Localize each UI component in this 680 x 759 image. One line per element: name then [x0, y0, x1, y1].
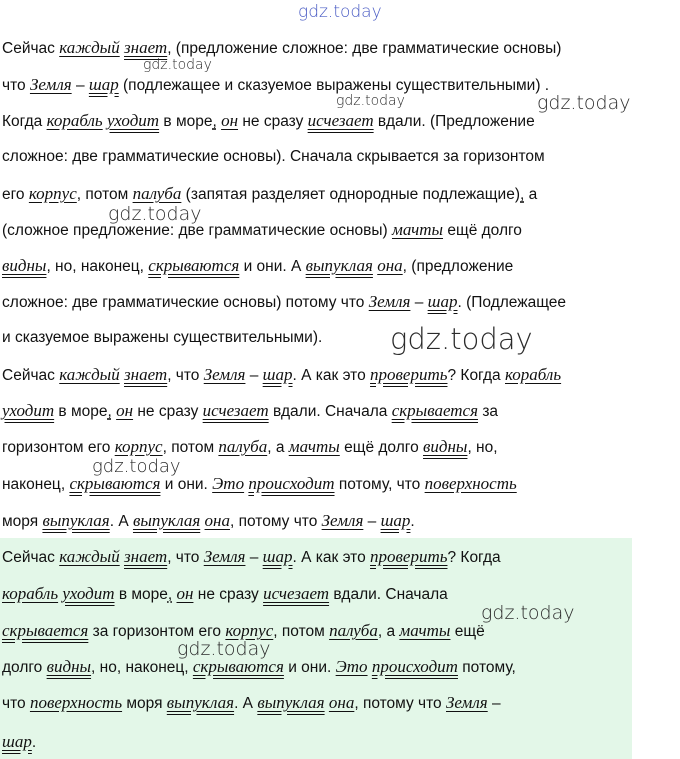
text-segment: и они. А	[239, 258, 306, 275]
subject-word: она	[377, 256, 403, 275]
text-segment: не сразу	[193, 586, 264, 603]
subject-word: мачты	[288, 437, 340, 456]
subject-word: Земля	[203, 547, 246, 566]
predicate-word: происходит	[248, 474, 335, 493]
predicate-word: скрываются	[148, 256, 240, 275]
text-segment: Когда	[2, 113, 47, 130]
text-segment: (запятая разделяет однородные подлежащие)	[181, 186, 520, 203]
subject-word: Это	[212, 474, 245, 493]
text-segment: .	[31, 734, 37, 751]
predicate-word: шар	[262, 365, 293, 384]
comma-mark: ,	[107, 403, 112, 420]
text-segment: его	[2, 186, 29, 203]
predicate-word: проверить	[370, 365, 448, 384]
subject-word: мачты	[399, 621, 451, 640]
text-line	[2, 510, 415, 533]
predicate-word: шар	[2, 732, 32, 751]
predicate-word: выпуклая	[132, 511, 201, 530]
predicate-word: выпуклая	[42, 511, 110, 530]
text-segment: Сейчас	[2, 549, 60, 566]
predicate-word: уходит	[2, 401, 55, 420]
text-segment: ? Когда	[447, 549, 501, 566]
text-segment: Сейчас	[2, 367, 60, 384]
predicate-word: исчезает	[307, 111, 374, 130]
text-segment: ? Когда	[447, 367, 505, 384]
text-segment: потому,	[457, 659, 516, 676]
subject-word: Земля	[446, 693, 488, 712]
text-segment: ещё долго	[339, 439, 423, 456]
predicate-word: шар	[88, 75, 119, 94]
text-segment: и они.	[160, 476, 213, 493]
text-segment: , что	[167, 367, 204, 384]
text-line	[2, 583, 448, 606]
comma-mark: ,	[520, 186, 525, 203]
predicate-word: знает	[124, 365, 168, 384]
text-segment: за горизонтом его	[88, 623, 226, 640]
text-segment: , (предложение	[402, 258, 514, 275]
predicate-word: шар	[380, 511, 411, 530]
text-segment: , потому что	[229, 513, 322, 530]
text-segment: сложное: две грамматические основы). Сначала скрывается за горизонтом	[2, 148, 545, 165]
text-segment: вдали. (Предложение	[373, 113, 535, 130]
predicate-word: видны	[423, 437, 468, 456]
text-segment: . А как это	[292, 549, 371, 566]
watermark: gdz.today	[92, 456, 181, 477]
text-segment: .	[410, 513, 415, 530]
text-segment: . А как это	[292, 367, 371, 384]
predicate-word: скрывается	[391, 401, 479, 420]
text-line	[2, 146, 545, 168]
text-segment: ещё	[450, 623, 485, 640]
subject-word: он	[176, 584, 194, 603]
subject-word: каждый	[59, 38, 120, 57]
text-line	[2, 255, 513, 278]
text-segment: , потом	[76, 186, 133, 203]
subject-word: Земля	[203, 365, 246, 384]
text-segment: и сказуемое выражены существительными).	[2, 329, 323, 346]
text-line	[2, 183, 537, 206]
text-segment: (сложное предложение: две грамматические основы)	[2, 222, 392, 239]
text-segment: потому, что	[334, 476, 425, 493]
watermark: gdz.today	[336, 93, 405, 109]
predicate-word: исчезает	[202, 401, 269, 420]
subject-word: корпус	[114, 437, 163, 456]
subject-word: корабль	[2, 584, 59, 603]
text-line	[2, 219, 522, 242]
text-segment: –	[245, 549, 263, 566]
text-segment: вдали. Сначала	[329, 586, 448, 603]
text-segment: , что	[167, 549, 204, 566]
text-segment: в море	[54, 403, 108, 420]
subject-word: поверхность	[29, 693, 123, 712]
watermark: gdz.today	[298, 2, 382, 22]
text-line	[2, 731, 36, 754]
subject-word: она	[328, 693, 355, 712]
text-segment: , потом	[162, 439, 219, 456]
watermark: gdz.today	[537, 92, 631, 114]
watermark: gdz.today	[143, 57, 212, 73]
text-segment: вдали. Сначала	[268, 403, 392, 420]
predicate-word: выпуклая	[305, 256, 373, 275]
comma-mark: ,	[167, 586, 173, 603]
subject-word: он	[116, 401, 134, 420]
text-line	[2, 37, 561, 60]
subject-word: мачты	[391, 220, 444, 239]
text-line	[2, 546, 501, 569]
text-segment: (подлежащее и сказуемое выражены существительными) .	[118, 77, 550, 94]
predicate-word: уходит	[106, 111, 160, 130]
subject-word: Земля	[29, 75, 72, 94]
subject-word: Земля	[368, 292, 411, 311]
predicate-word: скрываются	[69, 474, 161, 493]
subject-word: она	[204, 511, 230, 530]
comma-mark: ,	[212, 113, 217, 130]
text-segment: , но, наконец,	[91, 659, 193, 676]
predicate-word: проверить	[370, 547, 448, 566]
text-segment: . А	[109, 513, 133, 530]
text-segment: , но, наконец,	[46, 258, 149, 275]
predicate-word: знает	[124, 38, 168, 57]
text-segment: в море	[114, 586, 168, 603]
subject-word: палуба	[132, 184, 182, 203]
subject-word: корабль	[505, 365, 562, 384]
text-segment: ещё долго	[443, 222, 522, 239]
subject-word: поверхность	[424, 474, 517, 493]
answer-highlight	[0, 538, 632, 759]
text-segment: за	[478, 403, 499, 420]
subject-word: корабль	[46, 111, 103, 130]
text-segment: , потом	[273, 623, 330, 640]
text-line	[2, 74, 549, 97]
text-segment: сложное: две грамматические основы) потому что	[2, 294, 369, 311]
subject-word: каждый	[59, 365, 120, 384]
subject-word: палуба	[329, 621, 378, 640]
predicate-word: происходит	[371, 657, 458, 676]
text-segment: не сразу	[133, 403, 203, 420]
predicate-word: выпуклая	[166, 693, 235, 712]
text-line	[2, 692, 501, 715]
text-segment: –	[245, 367, 263, 384]
text-segment: не сразу	[238, 113, 308, 130]
text-line	[2, 327, 322, 349]
predicate-word: уходит	[62, 584, 115, 603]
text-segment: . А	[234, 695, 258, 712]
predicate-word: исчезает	[263, 584, 330, 603]
predicate-word: шар	[427, 292, 458, 311]
watermark: gdz.today	[481, 602, 575, 624]
text-segment: , а	[267, 439, 289, 456]
predicate-word: выпуклая	[257, 693, 325, 712]
predicate-word: скрываются	[192, 657, 284, 676]
text-line	[2, 400, 498, 423]
text-segment: . (Подлежащее	[457, 294, 567, 311]
subject-word: корпус	[225, 621, 274, 640]
subject-word: каждый	[59, 547, 120, 566]
text-segment: долго	[2, 659, 47, 676]
subject-word: он	[221, 111, 239, 130]
text-segment: –	[487, 695, 501, 712]
text-segment: Сейчас	[2, 40, 60, 57]
text-segment: , потому что	[354, 695, 446, 712]
text-line	[2, 364, 561, 387]
text-line	[2, 110, 535, 133]
text-segment: наконец,	[2, 476, 70, 493]
predicate-word: шар	[262, 547, 293, 566]
text-segment: что	[2, 695, 30, 712]
watermark: gdz.today	[177, 638, 271, 660]
subject-word: Земля	[321, 511, 364, 530]
text-line	[2, 291, 566, 314]
text-line	[2, 473, 517, 496]
subject-word: Это	[335, 657, 368, 676]
text-segment: что	[2, 77, 30, 94]
text-segment: и они.	[283, 659, 336, 676]
subject-word: корпус	[28, 184, 77, 203]
predicate-word: скрывается	[2, 621, 89, 640]
text-segment: в море	[159, 113, 213, 130]
predicate-word: знает	[124, 547, 168, 566]
text-segment: моря	[122, 695, 167, 712]
watermark: gdz.today	[390, 322, 533, 356]
text-segment: , но,	[467, 439, 498, 456]
subject-word: палуба	[218, 437, 268, 456]
text-segment: , (предложение сложное: две грамматические основы)	[167, 40, 562, 57]
predicate-word: видны	[2, 256, 47, 275]
text-segment: моря	[2, 513, 43, 530]
text-segment: –	[410, 294, 428, 311]
text-segment: –	[71, 77, 89, 94]
text-segment: а	[524, 186, 538, 203]
text-segment: , а	[377, 623, 400, 640]
text-segment: горизонтом его	[2, 439, 115, 456]
text-segment: –	[363, 513, 381, 530]
watermark: gdz.today	[108, 203, 202, 225]
predicate-word: видны	[46, 657, 92, 676]
text-line	[2, 436, 498, 459]
